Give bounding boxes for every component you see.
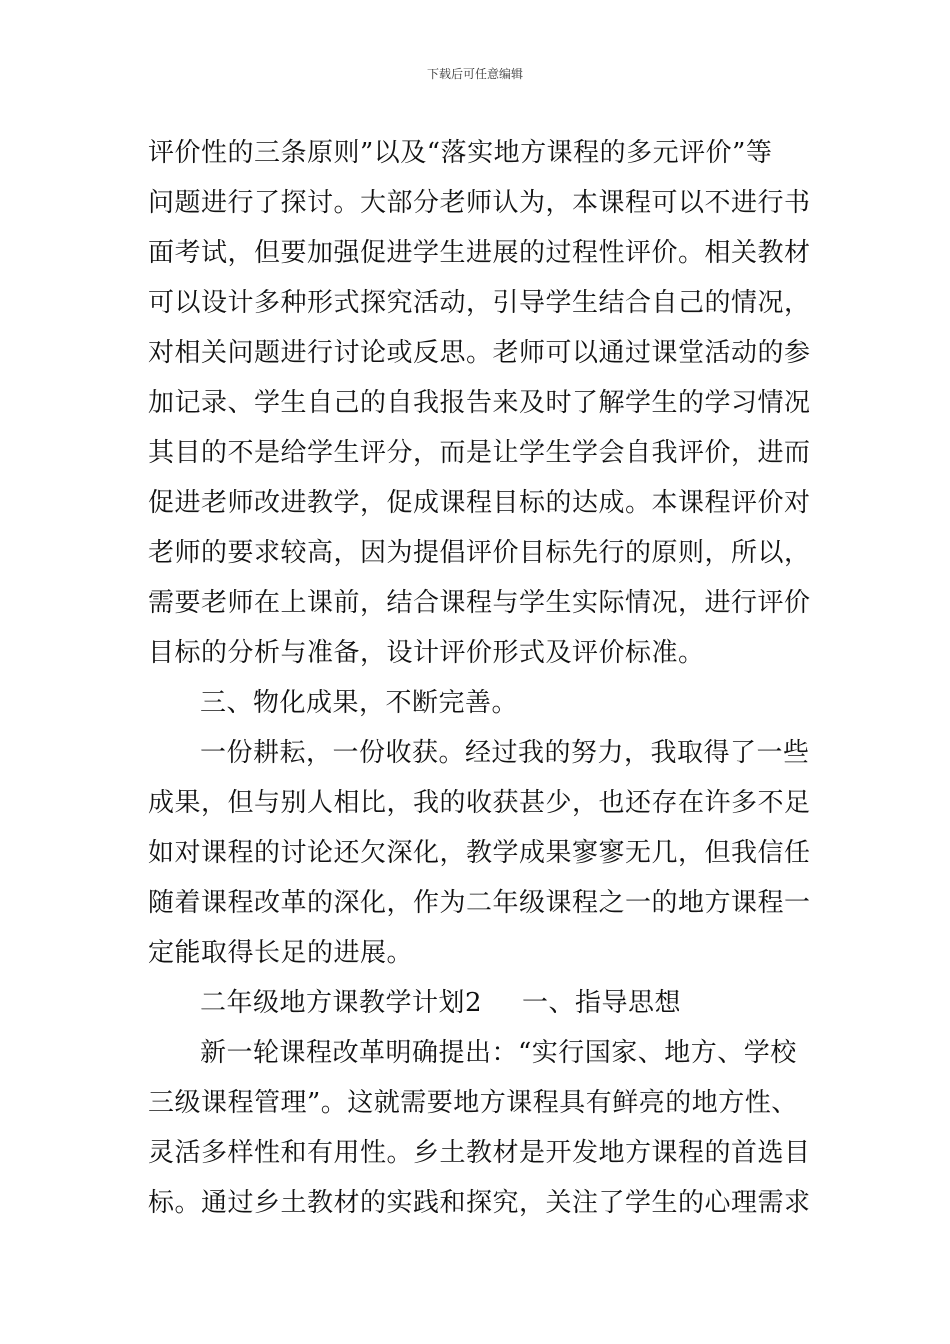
text-line: 如对课程的讨论还欠深化，教学成果寥寥无几，但我信任 [148,838,811,868]
text-line: 其目的不是给学生评分，而是让学生学会自我评价，进而 [148,438,811,468]
document-body [148,128,811,1228]
text-line: 可以设计多种形式探究活动，引导学生结合自己的情况， [148,288,811,318]
text-line: 随着课程改革的深化，作为二年级课程之一的地方课程一 [148,888,811,918]
text-line: 促进老师改进教学，促成课程目标的达成。本课程评价对 [148,488,811,518]
text-line: 老师的要求较高，因为提倡评价目标先行的原则，所以， [148,538,811,568]
document-title: 二年级地方课教学计划2 [200,988,483,1018]
text-line: 加记录、学生自己的自我报告来及时了解学生的学习情况 [148,388,811,418]
text-line: 新一轮课程改革明确提出：“实行国家、地方、学校 [200,1038,797,1068]
text-line: 定能取得长足的进展。 [148,938,414,968]
text-line: 面考试，但要加强促进学生进展的过程性评价。相关教材 [148,238,811,268]
text-line: 灵活多样性和有用性。乡土教材是开发地方课程的首选目 [148,1138,811,1168]
text-line: 问题进行了探讨。大部分老师认为，本课程可以不进行书 [148,188,811,218]
text-line: 对相关问题进行讨论或反思。老师可以通过课堂活动的参 [148,338,811,368]
text-line: 标。通过乡土教材的实践和探究，关注了学生的心理需求 [148,1188,811,1218]
text-line: 评价性的三条原则”以及“落实地方课程的多元评价”等 [148,138,773,168]
page-header: 下载后可任意编辑 [426,67,523,81]
document-title-line [148,978,808,1028]
section-heading: 一、指导思想 [522,988,682,1018]
text-line: 成果，但与别人相比，我的收获甚少，也还存在许多不足 [148,788,811,818]
text-line: 一份耕耘，一份收获。经过我的努力，我取得了一些 [200,738,810,768]
section-heading: 三、物化成果，不断完善。 [200,688,519,718]
text-line: 需要老师在上课前，结合课程与学生实际情况，进行评价 [148,588,811,618]
text-line: 目标的分析与准备，设计评价形式及评价标准。 [148,638,705,668]
text-line: 三级课程管理”。这就需要地方课程具有鲜亮的地方性、 [148,1088,798,1118]
